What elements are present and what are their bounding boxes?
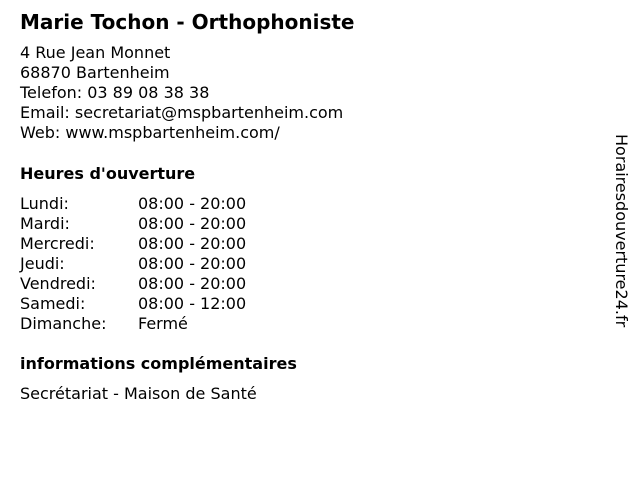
time-value: 08:00 - 20:00	[138, 234, 247, 253]
email-line: Email: secretariat@mspbartenheim.com	[20, 103, 344, 122]
site-watermark: Horairesdouverture24.fr	[612, 134, 631, 328]
day-label: Dimanche:	[20, 314, 107, 333]
page-title: Marie Tochon - Orthophoniste	[20, 10, 355, 34]
day-label: Jeudi:	[20, 254, 65, 273]
day-label: Mercredi:	[20, 234, 95, 253]
hours-heading: Heures d'ouverture	[20, 164, 196, 183]
time-value: 08:00 - 20:00	[138, 214, 247, 233]
time-value: 08:00 - 20:00	[138, 194, 247, 213]
postal-city: 68870 Bartenheim	[20, 63, 170, 82]
day-label: Mardi:	[20, 214, 70, 233]
time-value: 08:00 - 20:00	[138, 274, 247, 293]
day-label: Lundi:	[20, 194, 69, 213]
day-label: Samedi:	[20, 294, 86, 313]
time-value: 08:00 - 20:00	[138, 254, 247, 273]
web-line: Web: www.mspbartenheim.com/	[20, 123, 280, 142]
time-value: Fermé	[138, 314, 188, 333]
phone-line: Telefon: 03 89 08 38 38	[20, 83, 210, 102]
day-label: Vendredi:	[20, 274, 96, 293]
street-address: 4 Rue Jean Monnet	[20, 43, 171, 62]
info-heading: informations complémentaires	[20, 354, 297, 373]
info-text: Secrétariat - Maison de Santé	[20, 384, 257, 403]
address-block	[20, 43, 343, 143]
time-value: 08:00 - 12:00	[138, 294, 247, 313]
